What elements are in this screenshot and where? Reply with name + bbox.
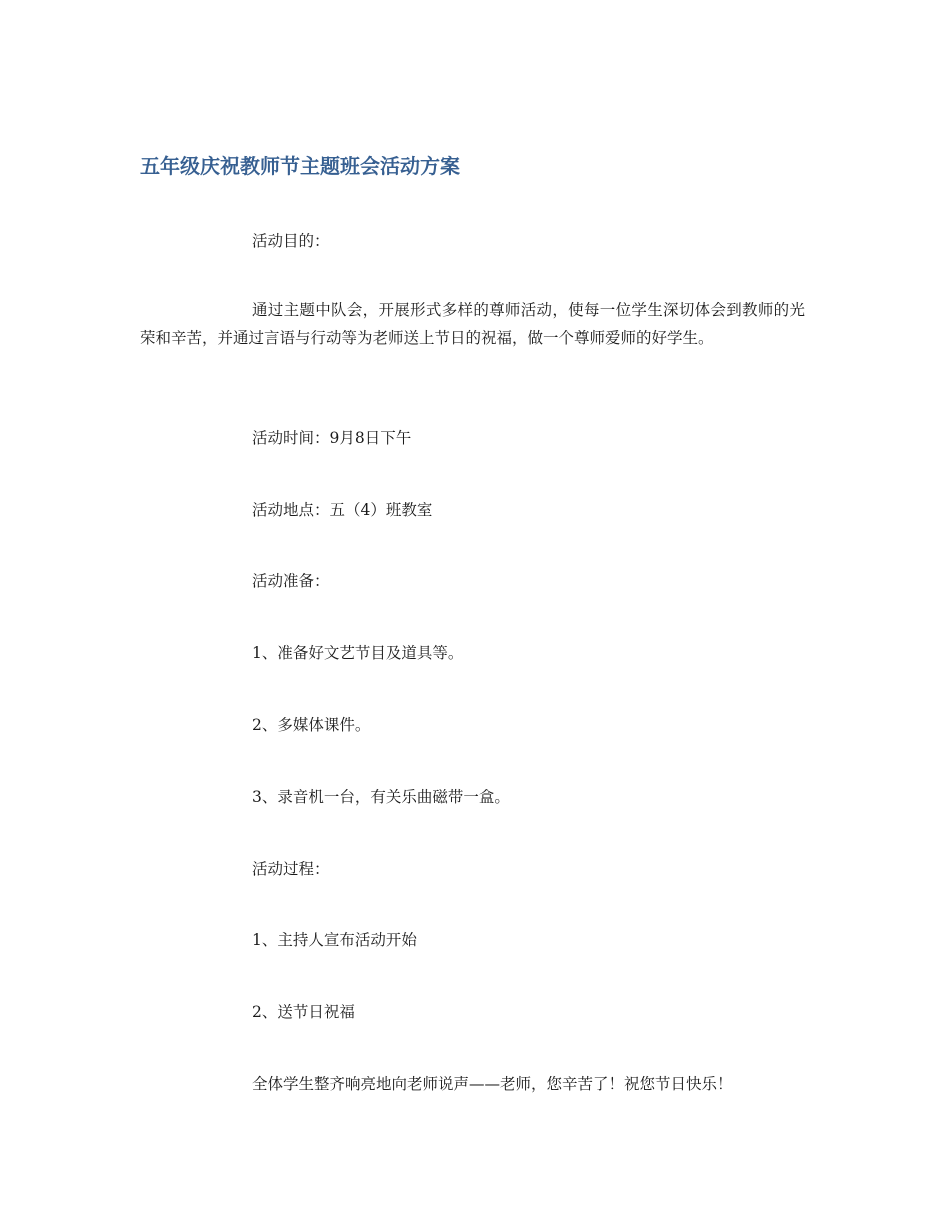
preparation-item: 3、录音机一台，有关乐曲磁带一盒。 — [252, 788, 510, 806]
document-title: 五年级庆祝教师节主题班会活动方案 — [140, 154, 460, 178]
process-item: 2、送节日祝福 — [252, 1003, 355, 1021]
activity-location: 活动地点：五（4）班教室 — [252, 501, 433, 519]
activity-time: 活动时间：9月8日下午 — [252, 429, 412, 447]
preparation-heading: 活动准备： — [252, 572, 330, 590]
purpose-paragraph: 通过主题中队会，开展形式多样的尊师活动，使每一位学生深切体会到教师的光荣和辛苦，并通过言语与行动等为老师送上节日的祝福，做一个尊师爱师的好学生。 — [140, 301, 805, 347]
process-heading: 活动过程： — [252, 860, 330, 878]
process-item: 1、主持人宣布活动开始 — [252, 931, 417, 949]
preparation-item: 1、准备好文艺节目及道具等。 — [252, 644, 464, 662]
closing-line: 全体学生整齐响亮地向老师说声——老师，您辛苦了！祝您节日快乐！ — [252, 1075, 733, 1093]
purpose-heading: 活动目的： — [252, 232, 330, 250]
preparation-item: 2、多媒体课件。 — [252, 716, 371, 734]
